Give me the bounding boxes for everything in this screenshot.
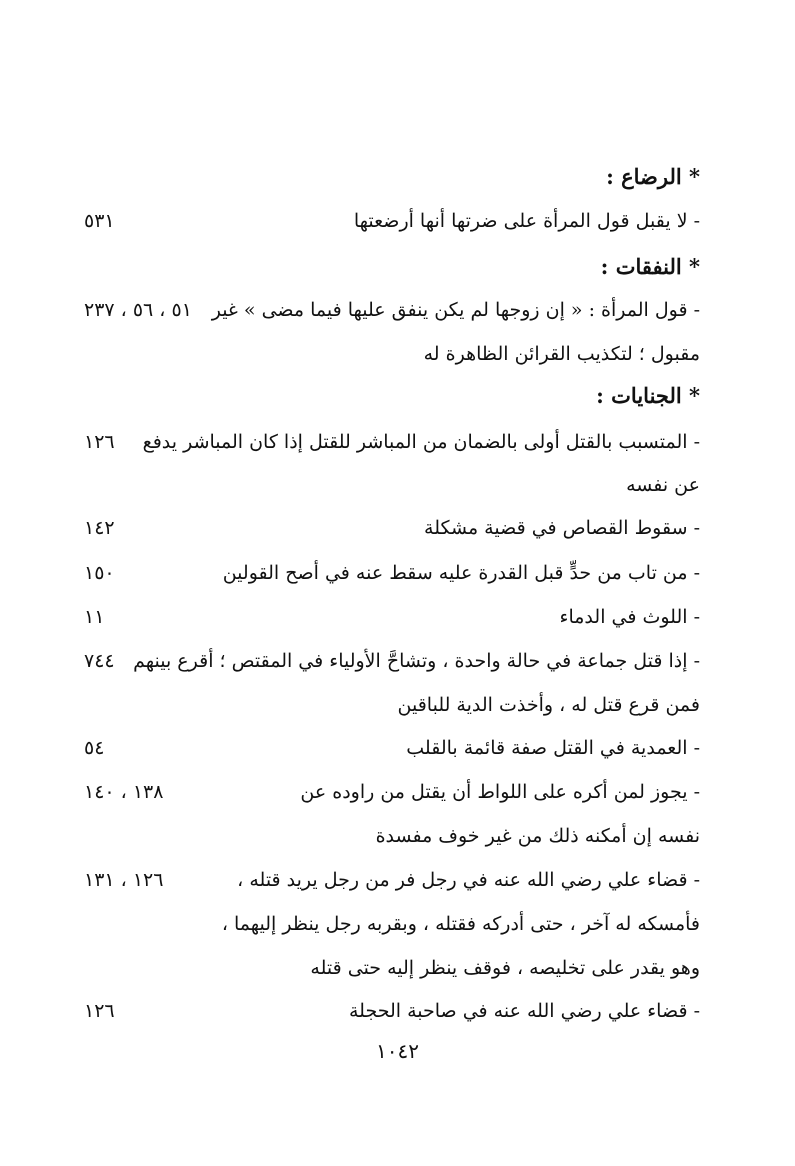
page-reference: ٥٣١ bbox=[84, 210, 115, 232]
index-entry-continuation: نفسه إن أمكنه ذلك من غير خوف مفسدة bbox=[375, 825, 700, 847]
page-reference: ٧٤٤ bbox=[84, 650, 115, 672]
index-entry-continuation: فمن قرع قتل له ، وأخذت الدية للباقين bbox=[397, 694, 700, 716]
page-number: ١٠٤٢ bbox=[376, 1039, 419, 1063]
page-reference: ١٤٢ bbox=[84, 517, 115, 539]
page-reference: ١٢٦ bbox=[84, 431, 115, 453]
page-reference: ١٣٨ ، ١٤٠ bbox=[84, 781, 164, 803]
index-entry-continuation: عن نفسه bbox=[626, 474, 700, 496]
index-entry: - قول المرأة : « إن زوجها لم يكن ينفق عليها فيما مضى » غير ٥١ ، ٥٦ ، ٢٣٧ bbox=[60, 290, 700, 330]
page-reference: ١٢٦ bbox=[84, 1000, 115, 1022]
index-entry: - يجوز لمن أكره على اللواط أن يقتل من راوده عن ١٣٨ ، ١٤٠ bbox=[60, 772, 700, 812]
section-heading-jinayat: * الجنايات : bbox=[596, 383, 700, 408]
page-reference: ٥٤ bbox=[84, 737, 105, 759]
index-entry: - من تاب من حدٍّ قبل القدرة عليه سقط عنه في أصح القولين ١٥٠ bbox=[60, 553, 700, 593]
index-entry: - العمدية في القتل صفة قائمة بالقلب ٥٤ bbox=[60, 728, 700, 768]
page-reference: ٥١ ، ٥٦ ، ٢٣٧ bbox=[84, 299, 192, 321]
index-entry: - لا يقبل قول المرأة على ضرتها أنها أرضعتها ٥٣١ bbox=[60, 201, 700, 241]
index-entry: - اللوث في الدماء ١١ bbox=[60, 597, 700, 637]
index-entry: - المتسبب بالقتل أولى بالضمان من المباشر للقتل إذا كان المباشر يدفع ١٢٦ bbox=[60, 422, 700, 462]
index-entry-continuation: وهو يقدر على تخليصه ، فوقف ينظر إليه حتى قتله bbox=[310, 957, 700, 979]
section-heading-nafaqat: * النفقات : bbox=[600, 254, 700, 279]
index-entry: - قضاء علي رضي الله عنه في رجل فر من رجل يريد قتله ، ١٢٦ ، ١٣١ bbox=[60, 860, 700, 900]
index-entry: - قضاء علي رضي الله عنه في صاحبة الحجلة ١٢٦ bbox=[60, 991, 700, 1031]
index-entry: - إذا قتل جماعة في حالة واحدة ، وتشاحَّ الأولياء في المقتص ؛ أقرع بينهم ٧٤٤ bbox=[60, 641, 700, 681]
page-reference: ١٢٦ ، ١٣١ bbox=[84, 869, 164, 891]
index-entry-continuation: مقبول ؛ لتكذيب القرائن الظاهرة له bbox=[423, 343, 700, 365]
page-reference: ١١ bbox=[84, 606, 105, 628]
index-entry: - سقوط القصاص في قضية مشكلة ١٤٢ bbox=[60, 508, 700, 548]
section-heading-rada: * الرضاع : bbox=[606, 164, 700, 189]
page-reference: ١٥٠ bbox=[84, 562, 115, 584]
index-entry-continuation: فأمسكه له آخر ، حتى أدركه فقتله ، وبقربه رجل ينظر إليهما ، bbox=[221, 913, 700, 935]
